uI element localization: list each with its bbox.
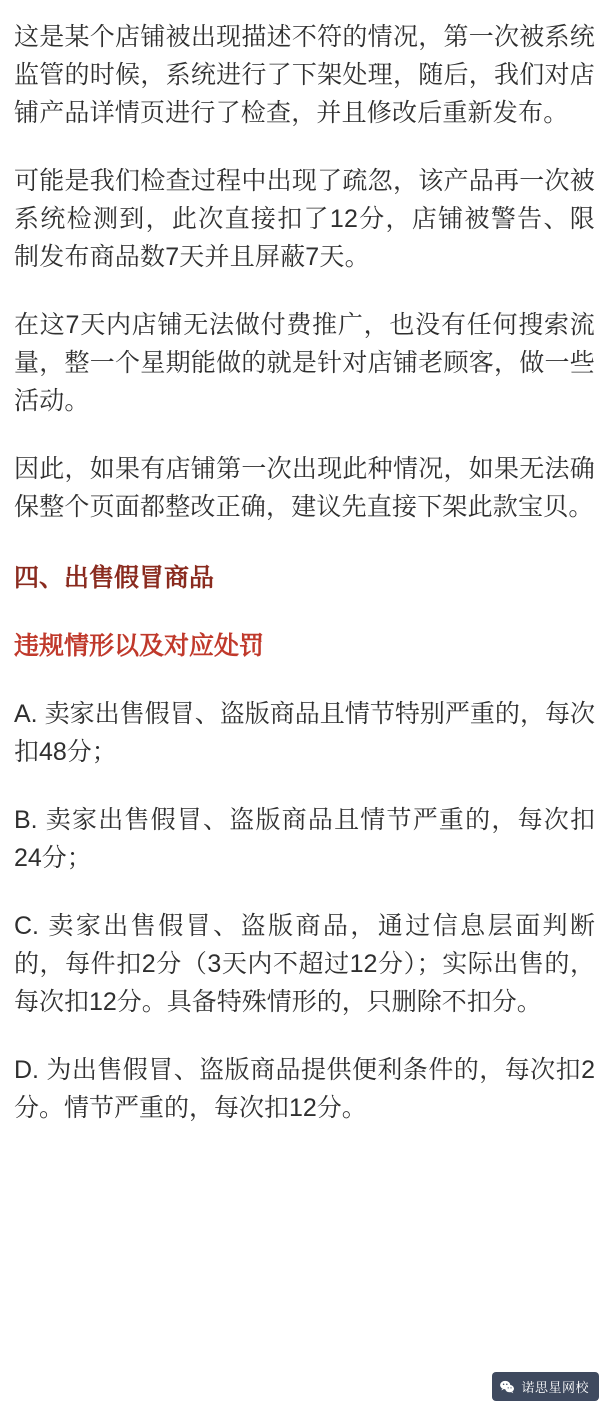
list-item: C. 卖家出售假冒、盗版商品，通过信息层面判断的，每件扣2分（3天内不超过12分）；实际出售的，每次扣12分。具备特殊情形的，只删除不扣分。 xyxy=(14,912,595,1016)
subsection-heading: 违规情形以及对应处罚 xyxy=(14,631,265,660)
paragraph: 在这7天内店铺无法做付费推广，也没有任何搜索流量，整一个星期能做的就是针对店铺老顾客，做一些活动。 xyxy=(14,311,595,415)
paragraph: 可能是我们检查过程中出现了疏忽，该产品再一次被系统检测到，此次直接扣了12分，店铺被警告、限制发布商品数7天并且屏蔽7天。 xyxy=(14,167,595,271)
list-item: D. 为出售假冒、盗版商品提供便利条件的，每次扣2分。情节严重的，每次扣12分。 xyxy=(14,1056,595,1122)
list-item: A. 卖家出售假冒、盗版商品且情节特别严重的，每次扣48分； xyxy=(14,700,595,766)
paragraph: 因此，如果有店铺第一次出现此种情况，如果无法确保整个页面都整改正确，建议先直接下架此款宝贝。 xyxy=(14,455,595,521)
watermark-label: 诺思星网校 xyxy=(521,1380,589,1395)
paragraph: 这是某个店铺被出现描述不符的情况，第一次被系统监管的时候，系统进行了下架处理，随后，我们对店铺产品详情页进行了检查，并且修改后重新发布。 xyxy=(14,23,595,127)
section-heading: 四、出售假冒商品 xyxy=(14,564,215,592)
wechat-icon xyxy=(499,1379,515,1395)
list-item: B. 卖家出售假冒、盗版商品且情节严重的，每次扣24分； xyxy=(14,806,595,872)
watermark-badge xyxy=(492,1372,599,1401)
